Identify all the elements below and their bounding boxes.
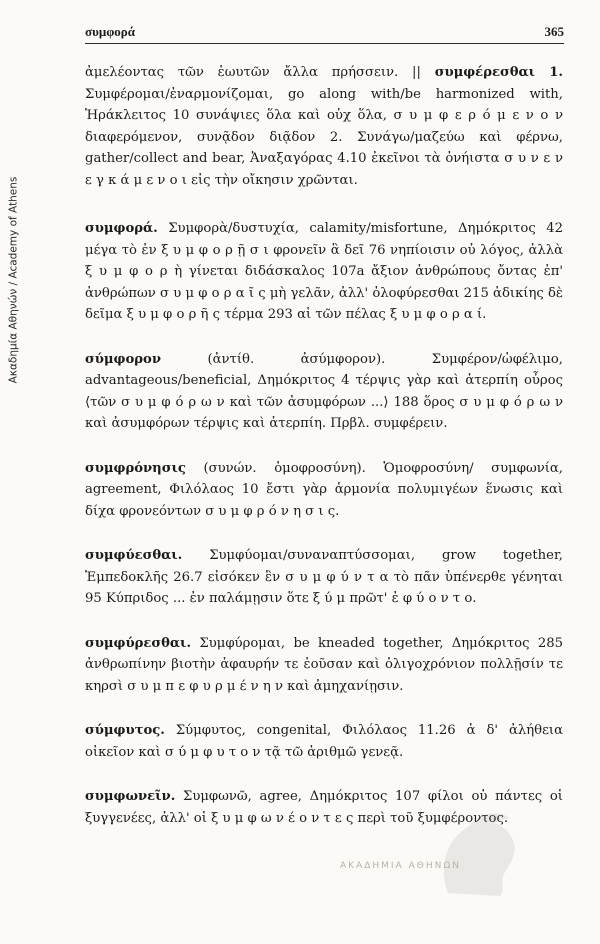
dictionary-entry <box>85 62 563 191</box>
entry-headword: σύμφυτος. <box>85 723 165 738</box>
entry-text: Συμφορὰ/δυστυχία, calamity/misfortune, Δημόκριτος 42 μέγα τὸ ἐν ξ υ μ φ ο ρ ῇ σ ι φρονεῖν ἃ δεῖ 76 νηπίοισιν οὐ λόγος, ἀλλὰ ξ υ μ φ ο ρ ὴ γίνεται διδάσκαλος 107a ἄξιον ἀνθρώπους ὄντας ἐπ' ἀνθρώπων σ υ μ φ ο ρ α ῖ ς μὴ γελᾶν, ἀλλ' ὀλοφύρεσθαι 215 ἀδικίης δὲ δεῖμα ξ υ μ φ ο ρ ῆ ς τέρμα 293 αἱ τῶν πέλας ξ υ μ φ ο ρ α ί. <box>85 221 563 322</box>
entry-text: (συνών. ὁμοφροσύνη). Ὁμοφροσύνη/ συμφωνία, agreement, Φιλόλαος 10 ἔστι γὰρ ἁρμονία πολυμιγέων ἕνωσις καὶ δίχα φρονεόντων σ υ μ φ ρ ό ν η σ ι ς. <box>85 460 563 519</box>
side-credit-text: Ακαδημία Αθηνών / Academy of Athens <box>7 176 20 384</box>
entry-text: (ἀντίθ. ἀσύμφορον). Συμφέρον/ὠφέλιμο, advantageous/beneficial, Δημόκριτος 4 τέρψις γὰρ καὶ ἀτερπίη οὖρος ⟨τῶν σ υ μ φ ό ρ ω ν καὶ τῶν ἀσυμφόρων ...⟩ 188 ὅρος σ υ μ φ ό ρ ω ν καὶ ἀσυμφόρων τέρψις καὶ ἀτερπίη. Πρβλ. συμφέρειν. <box>85 351 563 431</box>
entry-text: Συμφύομαι/συναναπτύσσομαι, grow together, Ἐμπεδοκλῆς 26.7 εἰσόκεν ἓν σ υ μ φ ύ ν τ α τὸ πᾶν ὑπένερθε γένηται 95 Κύπριδος ... ἐν παλάμῃσιν ὅτε ξ ύ μ πρῶτ' ἐ φ ύ ο ν τ ο. <box>85 548 563 606</box>
page-header <box>85 21 564 44</box>
entry-headword: συμφύρεσθαι. <box>85 635 192 651</box>
entry-headword: συμφύεσθαι. <box>85 548 183 563</box>
entry-headword: συμφέρεσθαι 1. <box>434 65 563 80</box>
entry-text: Συμφέρομαι/ἐναρμονίζομαι, go along with/be harmonized with, Ἡράκλειτος 10 συνάψιες ὅλα καὶ οὐχ ὅλα, σ υ μ φ ε ρ ό μ ε ν ο ν διαφερόμενον, συνᾷδον διᾷδον 2. Συνάγω/μαζεύω καὶ φέρνω, gather/collect and bear, Ἀναξαγόρας 4.10 ἐκεῖνοι τὰ ὀνήιστα σ υ ν ε ν ε γ κ ά μ ε ν ο ι εἰς τὴν οἴκησιν χρῶνται. <box>85 86 563 188</box>
entry-text: Σύμφυτος, congenital, Φιλόλαος 11.26 ἁ δ' ἀλήθεια οἰκεῖον καὶ σ ύ μ φ υ τ ο ν τᾷ τῶ ἀριθμῶ γενεᾷ. <box>85 723 563 760</box>
dictionary-entry <box>85 633 563 698</box>
dictionary-body <box>85 62 563 852</box>
page-number: 365 <box>544 24 564 39</box>
entry-headword: συμφορά. <box>85 221 158 236</box>
dictionary-entry <box>85 545 563 610</box>
entry-text: Συμφωνῶ, agree, Δημόκριτος 107 φίλοι οὐ πάντες οἱ ξυγγενέες, ἀλλ' οἱ ξ υ μ φ ω ν έ ο ν τ ε ς περὶ τοῦ ξυμφέροντος. <box>85 789 563 826</box>
dictionary-entry <box>85 720 563 763</box>
dictionary-entry <box>85 349 563 435</box>
entry-headword: συμφρόνησις <box>85 460 186 476</box>
entry-headword: σύμφορον <box>85 351 161 367</box>
entry-headword: συμφωνεῖν. <box>85 789 176 804</box>
athena-head-icon <box>408 808 538 898</box>
side-credit <box>2 60 24 500</box>
entry-text: Συμφύρομαι, be kneaded together, Δημόκριτος 285 ἀνθρωπίνην βιοτὴν ἀφαυρήν τε ἐοῦσαν καὶ ὀλιγοχρόνιον πολλῇσίν τε κηρσὶ σ υ μ π ε φ υ ρ μ έ ν η ν καὶ ἀμηχανίῃσιν. <box>85 635 563 694</box>
dictionary-entry <box>85 218 563 326</box>
dictionary-entry <box>85 458 563 523</box>
running-headword: συμφορά <box>85 24 136 39</box>
entry-text: ἀμελέοντας τῶν ἑωυτῶν ἄλλα πρήσσειν. || <box>85 65 421 80</box>
watermark-text: ΑΚΑΔΗΜΙΑ ΑΘΗΝΩΝ <box>340 861 461 871</box>
